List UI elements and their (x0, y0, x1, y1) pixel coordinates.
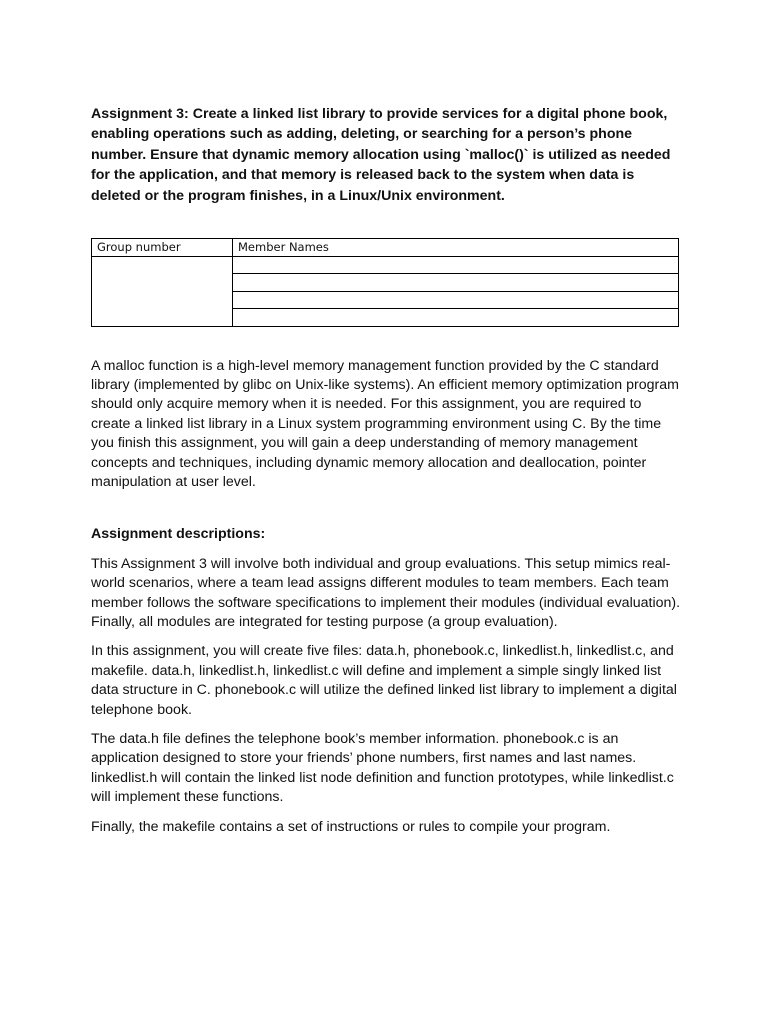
table-row (92, 256, 679, 274)
group-number-header: Group number (92, 239, 233, 257)
group-number-cell (92, 256, 233, 326)
table-header-row (92, 239, 679, 257)
member-name-cell (233, 256, 679, 274)
descriptions-heading: Assignment descriptions: (91, 526, 266, 543)
paragraph-data-h: The data.h file defines the telephone book’s member information. phonebook.c is an application designed to store your friends’ phone numbers, first names and last names. linkedlist.h will contain the linked list node definition and function prototypes, while linkedlist.c will implement these functions. (91, 731, 674, 806)
intro-paragraph: A malloc function is a high-level memory management function provided by the C standard library (implemented by glibc on Unix-like systems). An efficient memory optimization program should only acquire memory when it is needed. For this assignment, you are required to create a linked list library in a Linux system programming environment using C. By the time you finish this assignment, you will gain a deep understanding of memory management concepts and techniques, including dynamic memory allocation and deallocation, pointer manipulation at user level. (91, 357, 679, 490)
member-name-cell (233, 274, 679, 292)
paragraph-makefile: Finally, the makefile contains a set of instructions or rules to compile your program. (91, 818, 611, 835)
member-name-cell (233, 291, 679, 309)
member-names-header: Member Names (233, 239, 679, 257)
group-table (91, 238, 679, 327)
paragraph-files: In this assignment, you will create five files: data.h, phonebook.c, linkedlist.h, linkedlist.c, and makefile. data.h, linkedlist.h, linkedlist.c will define and implement a simple singly linked list data structure in C. phonebook.c will utilize the defined linked list library to implement a digital telephone book. (91, 643, 677, 718)
paragraph-evaluations: This Assignment 3 will involve both individual and group evaluations. This setup mimics real-world scenarios, where a team lead assigns different modules to team members. Each team member follows the software specifications to implement their modules (individual evaluation). Finally, all modules are integrated for testing purpose (a group evaluation). (91, 555, 681, 630)
assignment-heading: Assignment 3: Create a linked list library to provide services for a digital phone book, enabling operations such as adding, deleting, or searching for a person’s phone number. Ensure that dynamic memory allocation using `malloc()` is utilized as needed for the application, and that memory is released back to the system when data is deleted or the program finishes, in a Linux/Unix environment. (91, 106, 671, 204)
member-name-cell (233, 309, 679, 327)
document-page (91, 104, 681, 837)
